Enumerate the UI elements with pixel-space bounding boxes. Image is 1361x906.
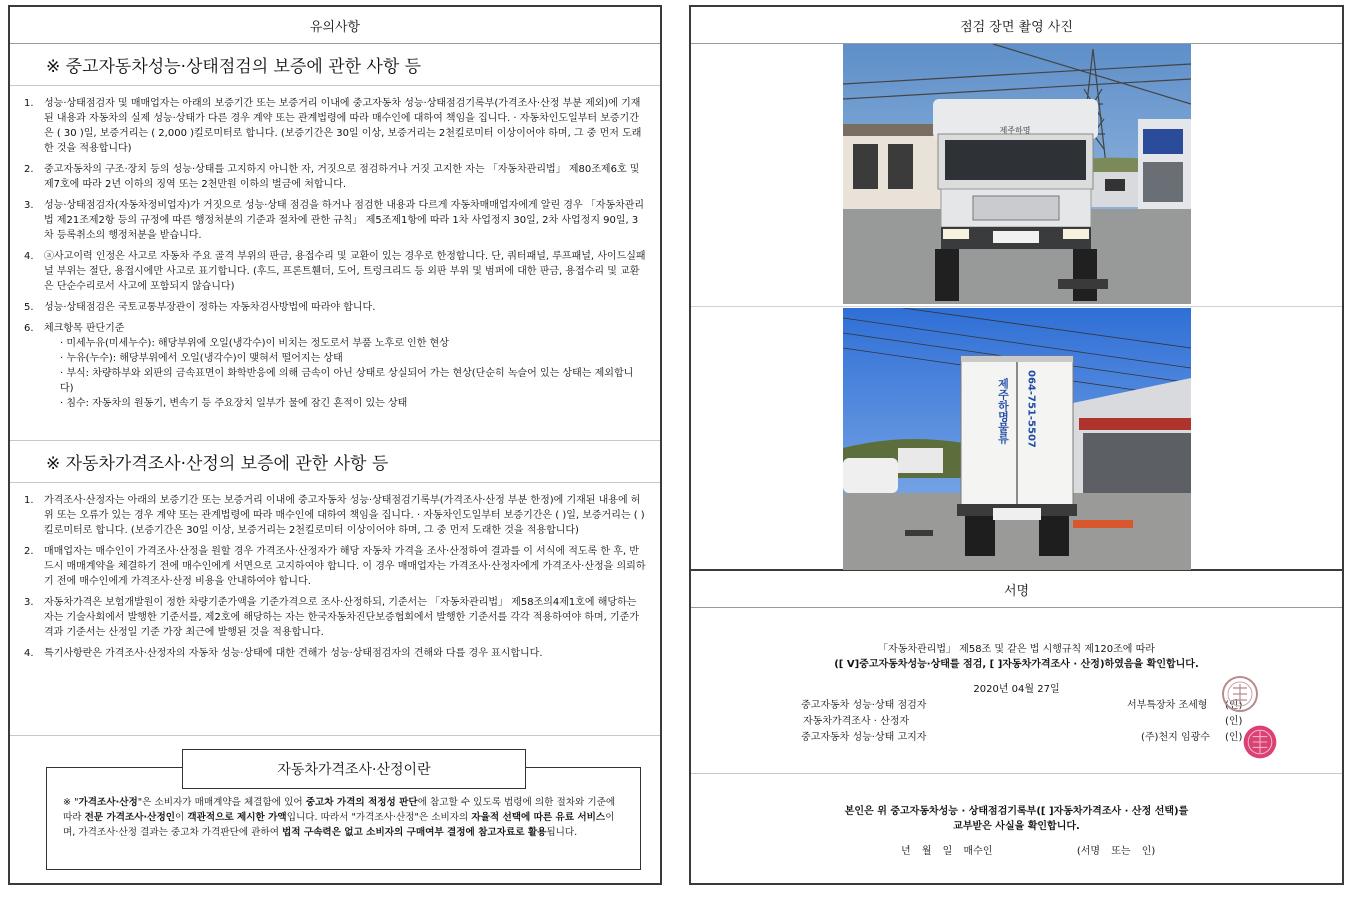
warranty-performance-body (10, 86, 660, 441)
truck-rear-photo (843, 308, 1191, 570)
truck-rear-phone: 064-751-5507 (1025, 370, 1037, 448)
inspector-seal-mark: (인) (1225, 700, 1243, 711)
photo-divider (691, 306, 1342, 307)
warranty-price-body (10, 483, 660, 736)
criteria-item: · 침수: 자동차의 원동기, 변속기 등 주요장치 일부가 물에 잠긴 흔적이 있는 상태 (60, 398, 408, 409)
inspector-seal-stamp (1221, 674, 1259, 714)
list-item: 6. 체크항목 판단기준 (24, 323, 125, 334)
buyer-confirmation-line2: 교부받은 사실을 확인합니다. (953, 821, 1080, 832)
buyer-signature-label: (서명 또는 인) (1076, 846, 1156, 857)
appraiser-role: 자동차가격조사 · 산정자 (803, 716, 910, 727)
inspector-name: 서부특장차 조세형 (1127, 700, 1208, 711)
notifier-name: (주)천지 임광수 (1141, 732, 1210, 743)
list-item: 5. 성능·상태점검은 국토교통부장관이 정하는 자동차검사방법에 따라야 합니다. (24, 302, 376, 313)
photo-header: 점검 장면 촬영 사진 (691, 7, 1342, 44)
signature-body (691, 608, 1342, 774)
buyer-date-label: 년 월 일 매수인 (901, 846, 993, 857)
truck-front-label: 제주하명 (999, 126, 1031, 135)
warranty-performance-title: ※ 중고자동차성능·상태점검의 보증에 관한 사항 등 (10, 44, 660, 86)
inspection-panel (689, 5, 1344, 885)
definition-area (10, 736, 660, 886)
buyer-confirmation-line1: 본인은 위 중고자동차성능 · 상태점검기록부([ ]자동차가격조사 · 산정 선택)를 (844, 806, 1189, 817)
law-confirmation: ([ V]중고자동차성능·상태를 점검, [ ]자동차가격조사 · 산정)하였음을 확인합니다. (834, 659, 1199, 670)
photo-area (691, 44, 1342, 571)
sign-date: 2020년 04월 27일 (973, 684, 1060, 695)
notice-header: 유의사항 (10, 7, 660, 44)
truck-front-photo (843, 44, 1191, 304)
buyer-confirmation (691, 774, 1342, 874)
list-item: 3. 자동차가격은 보험개발원이 정한 차량기준가액을 기준가격으로 조사·산정하되, 기준서는 「자동차관리법」 제58조의4제1호에 해당하는 자는 기술사회에서 발행한 기준서를, 제2호에 해당하는 자는 한국자동차진단보증협회에서 발행한 기준서를 각각 적용하여야 하며, 기준가격과 기준서는 산정일 기준 가장 최근에 발행된 것을 적용합니다. (24, 597, 640, 638)
criteria-item: · 누유(누수): 해당부위에서 오일(냉각수)이 맺혀서 떨어지는 상태 (60, 353, 343, 364)
buyer-date-line (901, 842, 1155, 857)
notifier-seal-mark: (인) (1225, 732, 1243, 743)
truck-rear-label: 제주하명물류 (996, 378, 1010, 444)
list-item: 2. 중고자동차의 구조·장치 등의 성능·상태를 고지하지 아니한 자, 거짓으로 점검하거나 거짓 고지한 자는 「자동차관리법」 제80조제6호 및 제7호에 따라 2년 이하의 징역 또는 2천만원 이하의 벌금에 처합니다. (24, 164, 640, 190)
criteria-item: · 부식: 차량하부와 외판의 금속표면이 화학반응에 의해 금속이 아닌 상태로 상실되어 가는 현상(단순히 녹슬어 있는 상태는 제외합니다) (60, 368, 634, 394)
list-item: 1. 성능·상태점검자 및 매매업자는 아래의 보증기간 또는 보증거리 이내에 중고자동차 성능·상태점검기록부(가격조사·산정 부분 제외)에 기재된 내용과 자동차의 실제 성능·상태가 다른 경우 계약 또는 관계법령에 따라 매수인에 대하여 책임을 집니다. · 자동차인도일부터 보증기간은 ( 30 )일, 보증거리는 ( 2,000 )킬로미터로 합니다. (보증기간은 30일 이상, 보증거리는 2천킬로미터 이상이어야 하며, 그 중 먼저 도래한 것을 적용합니다) (24, 98, 642, 154)
check-criteria-list (10, 336, 660, 411)
signature-header: 서명 (691, 571, 1342, 608)
list-item: 3. 성능·상태점검자(자동차정비업자)가 거짓으로 성능·상태 점검을 하거나 점검한 내용과 다르게 자동차매매업자에게 알린 경우 「자동차관리법 제21조제2항 등의 규정에 따른 행정처분의 기준과 절차에 관한 규칙」 제5조제1항에 따라 1차 사업정지 30일, 2차 사업정지 90일, 3차 등록취소의 행정처분을 받습니다. (24, 200, 645, 241)
definition-box: ※ "가격조사·산정"은 소비자가 매매계약을 체결함에 있어 중고차 가격의 적정성 판단에 참고할 수 있도록 법령에 의한 절차와 기준에 따라 전문 가격조사·산정인이 객관적으로 제시한 가액입니다. 따라서 "가격조사·산정"은 소비자의 자율적 선택에 따른 유료 서비스이며, 가격조사·산정 결과는 중고차 가격판단에 관하여 법적 구속력은 없고 소비자의 구매여부 결정에 참고자료로 활용됩니다. (46, 767, 641, 870)
criteria-item: · 미세누유(미세누수): 해당부위에 오일(냉각수)이 비치는 정도로서 부품 노후로 인한 현상 (60, 338, 449, 349)
list-item: 1. 가격조사·산정자는 아래의 보증기간 또는 보증거리 이내에 중고자동차 성능·상태점검기록부(가격조사·산정 부분 한정)에 기재된 내용에 허위 또는 오류가 있는 경우 계약 또는 관계법령에 따라 매수인에 대하여 책임을 집니다. · 자동차인도일부터 보증기간은 ( )일, 보증거리는 ( )킬로미터로 합니다. (보증기간은 30일 이상, 보증거리는 2천킬로미터 이상이어야 하며, 그 중 먼저 도래한 것을 적용합니다) (24, 495, 645, 536)
definition-title: 자동차가격조사·산정이란 (182, 749, 526, 789)
notifier-seal-stamp (1241, 722, 1279, 762)
list-item: 4. 특기사항란은 가격조사·산정자의 자동차 성능·상태에 대한 견해가 성능·상태점검자의 견해와 다를 경우 표시합니다. (24, 648, 543, 659)
law-reference: 「자동차관리법」 제58조 및 같은 법 시행규칙 제120조에 따라 (878, 644, 1155, 655)
inspector-role: 중고자동차 성능·상태 점검자 (801, 700, 927, 711)
notice-panel (8, 5, 662, 885)
list-item: 4. ⓐ사고이력 인정은 사고로 자동차 주요 골격 부위의 판금, 용접수리 및 교환이 있는 경우로 한정합니다. 단, 쿼터패널, 루프패널, 사이드실패널 부위는 절단, 용접시에만 사고로 표기합니다. (후드, 프론트휀더, 도어, 트렁크리드 등 외판 부위 및 범퍼에 대한 판금, 용접수리 및 교환은 단순수리로서 사고에 포함되지 않습니다) (24, 251, 646, 292)
list-item: 2. 매매업자는 매수인이 가격조사·산정을 원할 경우 가격조사·산정자가 해당 자동차 가격을 조사·산정하여 결과를 이 서식에 적도록 한 후, 반드시 매매계약을 체결하기 전에 매수인에게 서면으로 고지하여야 합니다. 이 경우 매매업자는 가격조사·산정자에게 가격조사·산정을 의뢰하기 전에 매수인에게 가격조사·산정 비용을 안내하여야 합니다. (24, 546, 646, 587)
warranty-price-title: ※ 자동차가격조사·산정의 보증에 관한 사항 등 (10, 441, 660, 483)
notifier-role: 중고자동차 성능·상태 고지자 (801, 732, 927, 743)
appraiser-seal-mark: (인) (1225, 716, 1243, 727)
